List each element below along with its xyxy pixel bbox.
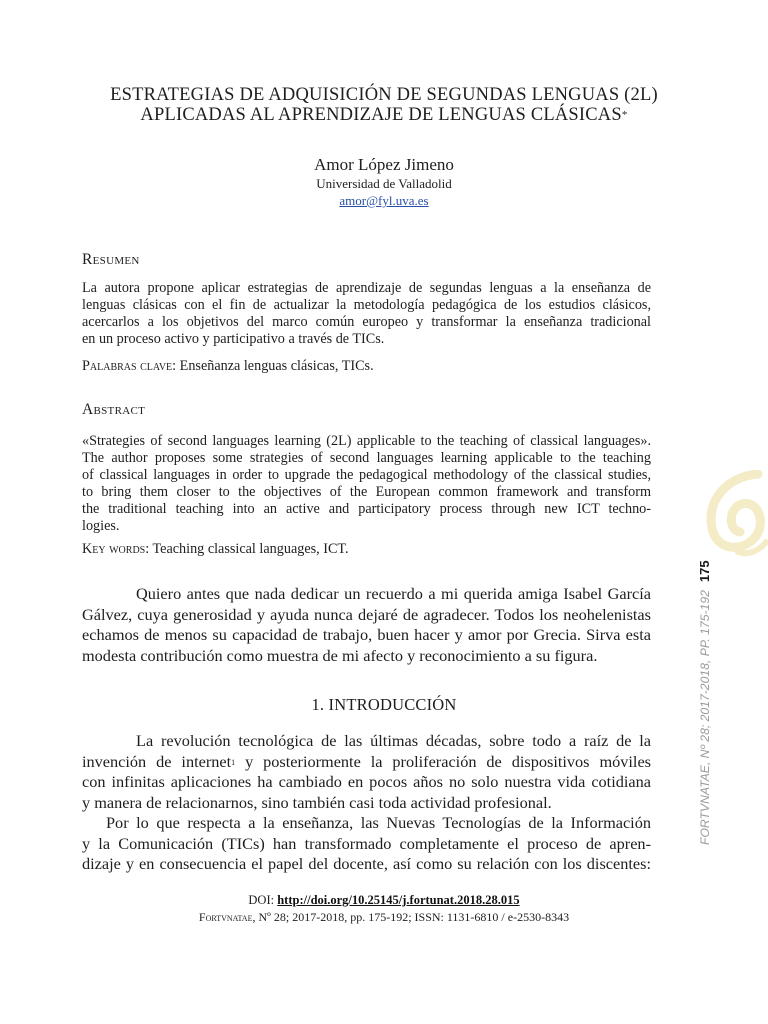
title-line-2 (60, 105, 708, 125)
resumen-keywords (82, 358, 651, 375)
citation-details: , Nº 28; 2017-2018, pp. 175-192; ISSN: 1131-6810 / e-2530-8343 (252, 910, 570, 924)
abstract-line: logies. (82, 518, 120, 534)
author-email-link[interactable]: amor@fyl.uva.es (339, 193, 429, 208)
abstract-line: of classical languages in order to upgrade the pedagogical methodology of the classical studies, (82, 467, 651, 483)
resumen-line: acercarlos a los objetivos del marco común europeo y transformar la enseñanza tradicional (82, 314, 651, 330)
doi-link[interactable]: http://doi.org/10.25145/j.fortunat.2018.28.015 (277, 893, 520, 907)
abstract-body (82, 433, 651, 535)
doi-label: DOI: (248, 893, 275, 907)
intro-line: La revolución tecnológica de las últimas décadas, sobre todo a raíz de la (136, 731, 651, 750)
running-head-journal: FORTVNATAE, Nº 28; 2017-2018, PP. 175-192 (698, 590, 712, 845)
page-number: 175 (697, 560, 712, 583)
intro-line-text: y posteriormente la proliferación de dispositivos móviles (235, 751, 652, 771)
dedication-line: Quiero antes que nada dedicar un recuerdo a mi querida amiga Isabel García (136, 584, 651, 603)
resumen-line: en un proceso activo y participativo a través de TICs. (82, 331, 385, 347)
journal-name: Fortvnatae (198, 910, 253, 924)
title-footnote-mark: * (621, 109, 628, 121)
footnote-ref[interactable]: 1 (231, 757, 236, 767)
dedication-line: echamos de menos su capacidad de trabajo, buen hacer y amor por Grecia. Sirva esta (82, 625, 651, 644)
resumen-heading: Resumen (82, 251, 140, 268)
abstract-line: The author proposes some strategies of second languages learning applicable to the teaching (82, 450, 651, 466)
intro-line (82, 752, 651, 773)
author-name: Amor López Jimeno (314, 155, 454, 174)
author-affiliation: Universidad de Valladolid (316, 176, 452, 191)
running-head-text (692, 545, 718, 845)
title-line-1: ESTRATEGIAS DE ADQUISICIÓN DE SEGUNDAS LENGUAS (2L) (110, 85, 658, 105)
introduction-heading: 1. INTRODUCCIÓN (311, 695, 457, 714)
resumen-line: lenguas clásicas con el fin de actualizar la metodología pedagógica de los estudios clásicos, (82, 297, 651, 313)
resumen-line: La autora propone aplicar estrategias de aprendizaje de segundas lenguas a la enseñanza de (82, 280, 651, 296)
intro-line-text: invención de internet (82, 751, 232, 771)
abstract-keywords-label: Key words: (82, 541, 150, 557)
vertical-running-head (692, 545, 718, 845)
abstract-keywords (82, 541, 651, 558)
abstract-keywords-text: Teaching classical languages, ICT. (152, 541, 349, 557)
resumen-keywords-label: Palabras clave: (82, 358, 177, 374)
dedication-paragraph (82, 584, 651, 666)
paper-title (60, 85, 708, 125)
footer-doi (60, 893, 708, 908)
abstract-line: «Strategies of second languages learning (2L) applicable to the teaching of classical languages». (82, 433, 651, 449)
abstract-heading: Abstract (82, 401, 146, 418)
intro-line: con infinitas aplicaciones ha cambiado en pocos años no solo nuestra vida cotidiana (82, 772, 651, 791)
intro-line: y la Comunicación (TICs) han transformado completamente el proceso de apren- (82, 833, 651, 853)
dedication-line: Gálvez, cuya generosidad y ayuda nunca dejaré de agradecer. Todos los neohelenistas (82, 604, 651, 624)
footer-citation (60, 910, 708, 925)
author-email-wrap (60, 193, 708, 209)
title-line-2-text: APLICADAS AL APRENDIZAJE DE LENGUAS CLÁSICAS (140, 105, 622, 125)
resumen-body (82, 280, 651, 348)
resumen-keywords-text: Enseñanza lenguas clásicas, TICs. (179, 358, 374, 374)
intro-line: Por lo que respecta a la enseñanza, las Nuevas Tecnologías de la Información (106, 813, 651, 832)
abstract-line: the traditional teaching into an active and participatory process through new ICT techno- (82, 501, 651, 517)
dedication-line: modesta contribución como muestra de mi afecto y reconocimiento a su figura. (82, 645, 598, 665)
abstract-line: to bring them closer to the objectives of the European common framework and transform (82, 484, 651, 500)
introduction-paragraph-2 (82, 813, 651, 875)
intro-line: dizaje y en consecuencia el papel del docente, así como su relación con los discentes: (82, 854, 651, 873)
introduction-paragraph-1 (82, 731, 651, 813)
intro-line: y manera de relacionarnos, sino también casi toda actividad profesional. (82, 792, 552, 812)
